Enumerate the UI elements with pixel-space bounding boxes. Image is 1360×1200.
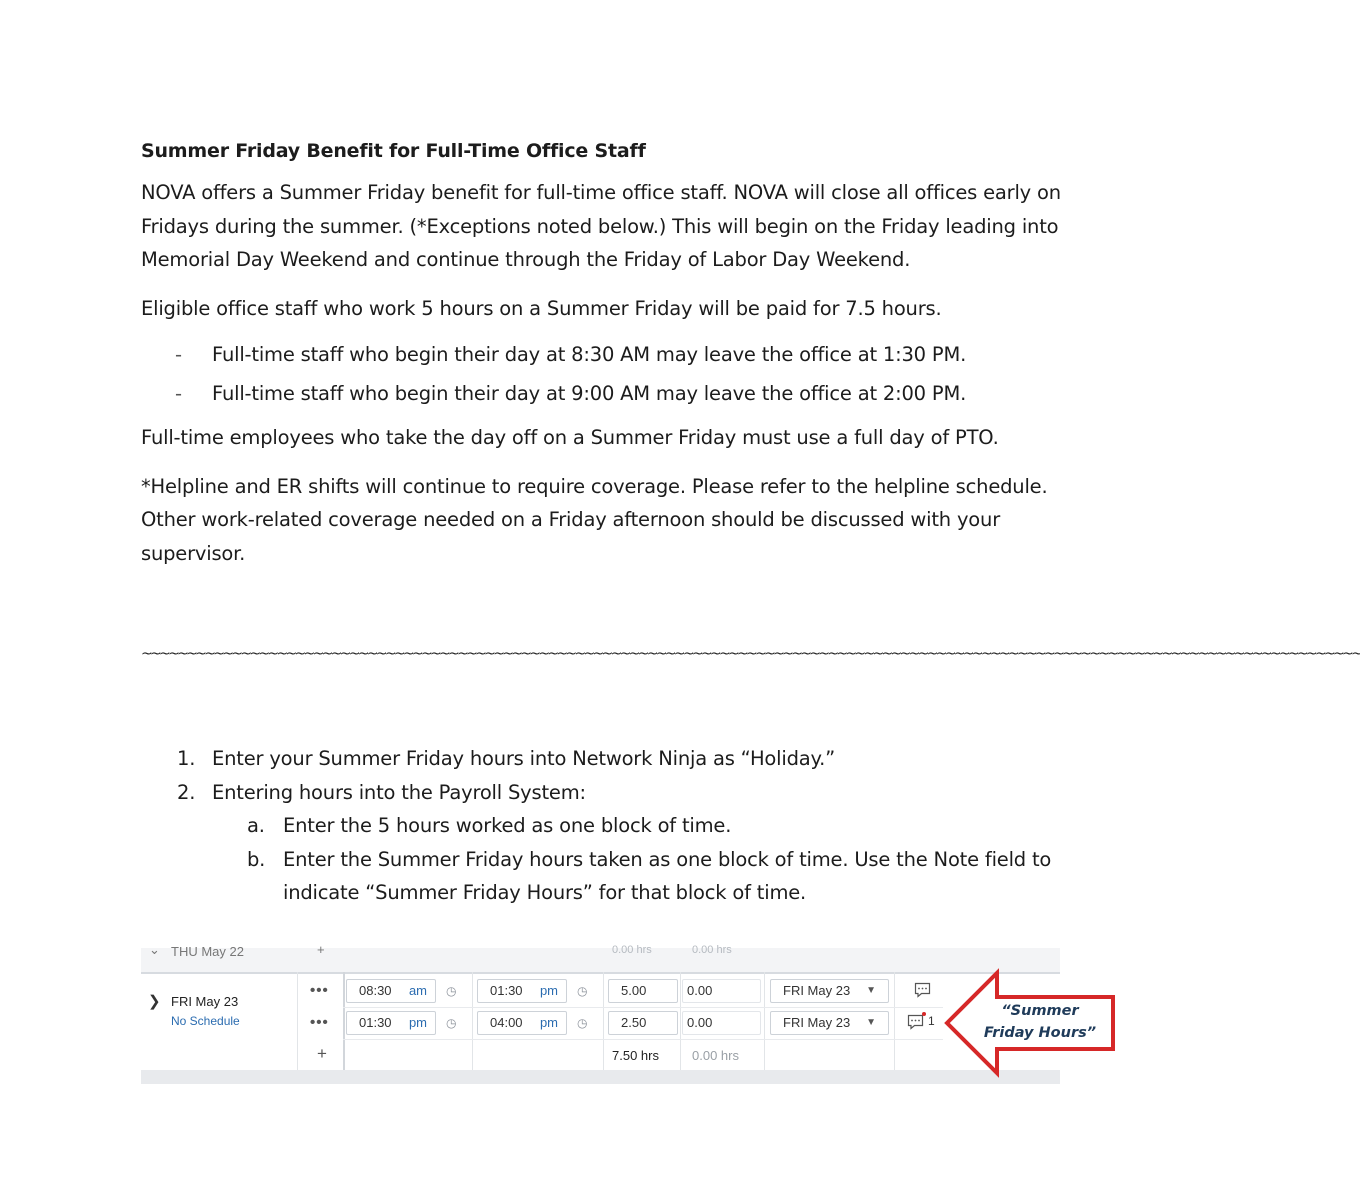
- total-hours: 7.50 hrs: [612, 1048, 659, 1063]
- time-out-field[interactable]: [477, 1011, 567, 1035]
- timesheet-screenshot: [141, 942, 1060, 1084]
- other-hours-field[interactable]: 0.00: [682, 1011, 761, 1035]
- step-text: Enter your Summer Friday hours into Network Ninja as “Holiday.”: [212, 747, 835, 770]
- list-item-text: Full-time staff who begin their day at 9:00 AM may leave the office at 2:00 PM.: [212, 382, 967, 405]
- list-item: [141, 374, 1071, 413]
- time-in-value: 01:30: [359, 1015, 392, 1030]
- exceptions-paragraph: *Helpline and ER shifts will continue to require coverage. Please refer to the helpline schedule. Other work-related coverage needed on a Friday afternoon should be discussed with your supervisor.: [141, 474, 1048, 565]
- note-indicator-dot: [922, 1012, 926, 1016]
- list-item-text: Full-time staff who begin their day at 8:30 AM may leave the office at 1:30 PM.: [212, 343, 967, 366]
- date-select-value: FRI May 23: [783, 983, 851, 998]
- dash-marker: -: [175, 343, 182, 366]
- note-count: 1: [928, 1014, 935, 1028]
- time-in-field[interactable]: [346, 979, 436, 1003]
- time-in-ampm[interactable]: am: [408, 983, 427, 998]
- pto-paragraph: Full-time employees who take the day off on a Summer Friday must use a full day of PTO.: [141, 426, 999, 449]
- step-number: 2.: [177, 780, 196, 804]
- hours-field[interactable]: 5.00: [608, 979, 678, 1003]
- time-in-ampm[interactable]: pm: [408, 1015, 427, 1030]
- substep-letter: b.: [247, 847, 266, 871]
- more-dots-icon[interactable]: •••: [310, 982, 329, 999]
- previous-day-row: [141, 948, 1060, 974]
- time-out-value: 01:30: [490, 983, 523, 998]
- other-hours-field[interactable]: 0.00: [682, 979, 761, 1003]
- callout-line-2: Friday Hours”: [983, 1025, 1097, 1041]
- time-out-field[interactable]: [477, 979, 567, 1003]
- substep-text: Enter the 5 hours worked as one block of time.: [283, 814, 732, 837]
- policy-document: [141, 140, 1071, 585]
- time-out-ampm[interactable]: pm: [539, 1015, 558, 1030]
- callout-line-1: “Summer: [1001, 1003, 1079, 1019]
- next-day-row: [141, 1070, 1060, 1084]
- schedule-list: [141, 335, 1071, 413]
- time-out-value: 04:00: [490, 1015, 523, 1030]
- dash-marker: -: [175, 382, 182, 405]
- tilde-divider: ~~~~~~~~~~~~~~~~~~~~~~~~~~~~~~~~~~~~~~~~~~~~~~~~~~~~~~~~~~~~~~~~~~~~~~~~~~~~~~~~~~~~~~~~~~~~~~~~~~~~~~~~~~~~~~~~~~~~~~~~~~~~~~~~~~~~~~~: [141, 646, 1360, 662]
- substep-text: Enter the Summer Friday hours taken as one block of time. Use the Note field to indicate “Summer Friday Hours” for that block of time.: [283, 847, 1052, 904]
- previous-day-label: THU May 22: [171, 944, 244, 959]
- time-out-ampm[interactable]: pm: [539, 983, 558, 998]
- step-2: [141, 776, 1071, 810]
- chevron-down-icon[interactable]: ❯: [148, 993, 161, 1010]
- step-2a: [141, 809, 1071, 843]
- plus-icon[interactable]: +: [317, 1044, 327, 1063]
- step-2b: [141, 843, 1071, 910]
- chevron-down-icon[interactable]: ⌄: [149, 942, 160, 957]
- date-select[interactable]: [770, 979, 889, 1003]
- intro-paragraph: NOVA offers a Summer Friday benefit for full-time office staff. NOVA will close all offices early on Fridays during the summer. (*Exceptions noted below.) This will begin on the Friday leading into Memorial Day Weekend and continue through the Friday of Labor Day Weekend.: [141, 181, 1061, 271]
- callout-label: [970, 1000, 1110, 1044]
- caret-down-icon: ▼: [866, 985, 876, 996]
- clock-icon[interactable]: ◷: [577, 984, 588, 998]
- previous-day-hours: 0.00 hrs: [612, 944, 652, 956]
- previous-day-hours-other: 0.00 hrs: [692, 944, 732, 956]
- date-select-value: FRI May 23: [783, 1015, 851, 1030]
- plus-icon[interactable]: +: [317, 942, 325, 957]
- total-other-hours: 0.00 hrs: [692, 1048, 739, 1063]
- hours-field[interactable]: 2.50: [608, 1011, 678, 1035]
- time-in-field[interactable]: [346, 1011, 436, 1035]
- instructions-list: [141, 742, 1071, 910]
- document-title: Summer Friday Benefit for Full-Time Office Staff: [141, 140, 646, 162]
- step-text: Entering hours into the Payroll System:: [212, 780, 586, 804]
- clock-icon[interactable]: ◷: [446, 1016, 457, 1030]
- date-select[interactable]: [770, 1011, 889, 1035]
- clock-icon[interactable]: ◷: [446, 984, 457, 998]
- step-1: [141, 742, 1071, 776]
- comment-icon[interactable]: [907, 1014, 924, 1033]
- eligibility-paragraph: Eligible office staff who work 5 hours on a Summer Friday will be paid for 7.5 hours.: [141, 296, 942, 320]
- schedule-status[interactable]: No Schedule: [171, 1014, 240, 1028]
- clock-icon[interactable]: ◷: [577, 1016, 588, 1030]
- caret-down-icon: ▼: [866, 1017, 876, 1028]
- day-label: FRI May 23: [171, 994, 239, 1009]
- substep-letter: a.: [247, 814, 265, 837]
- comment-icon[interactable]: [914, 982, 931, 1001]
- time-in-value: 08:30: [359, 983, 392, 998]
- list-item: [141, 335, 1071, 374]
- step-number: 1.: [177, 747, 196, 770]
- more-dots-icon[interactable]: •••: [310, 1014, 329, 1031]
